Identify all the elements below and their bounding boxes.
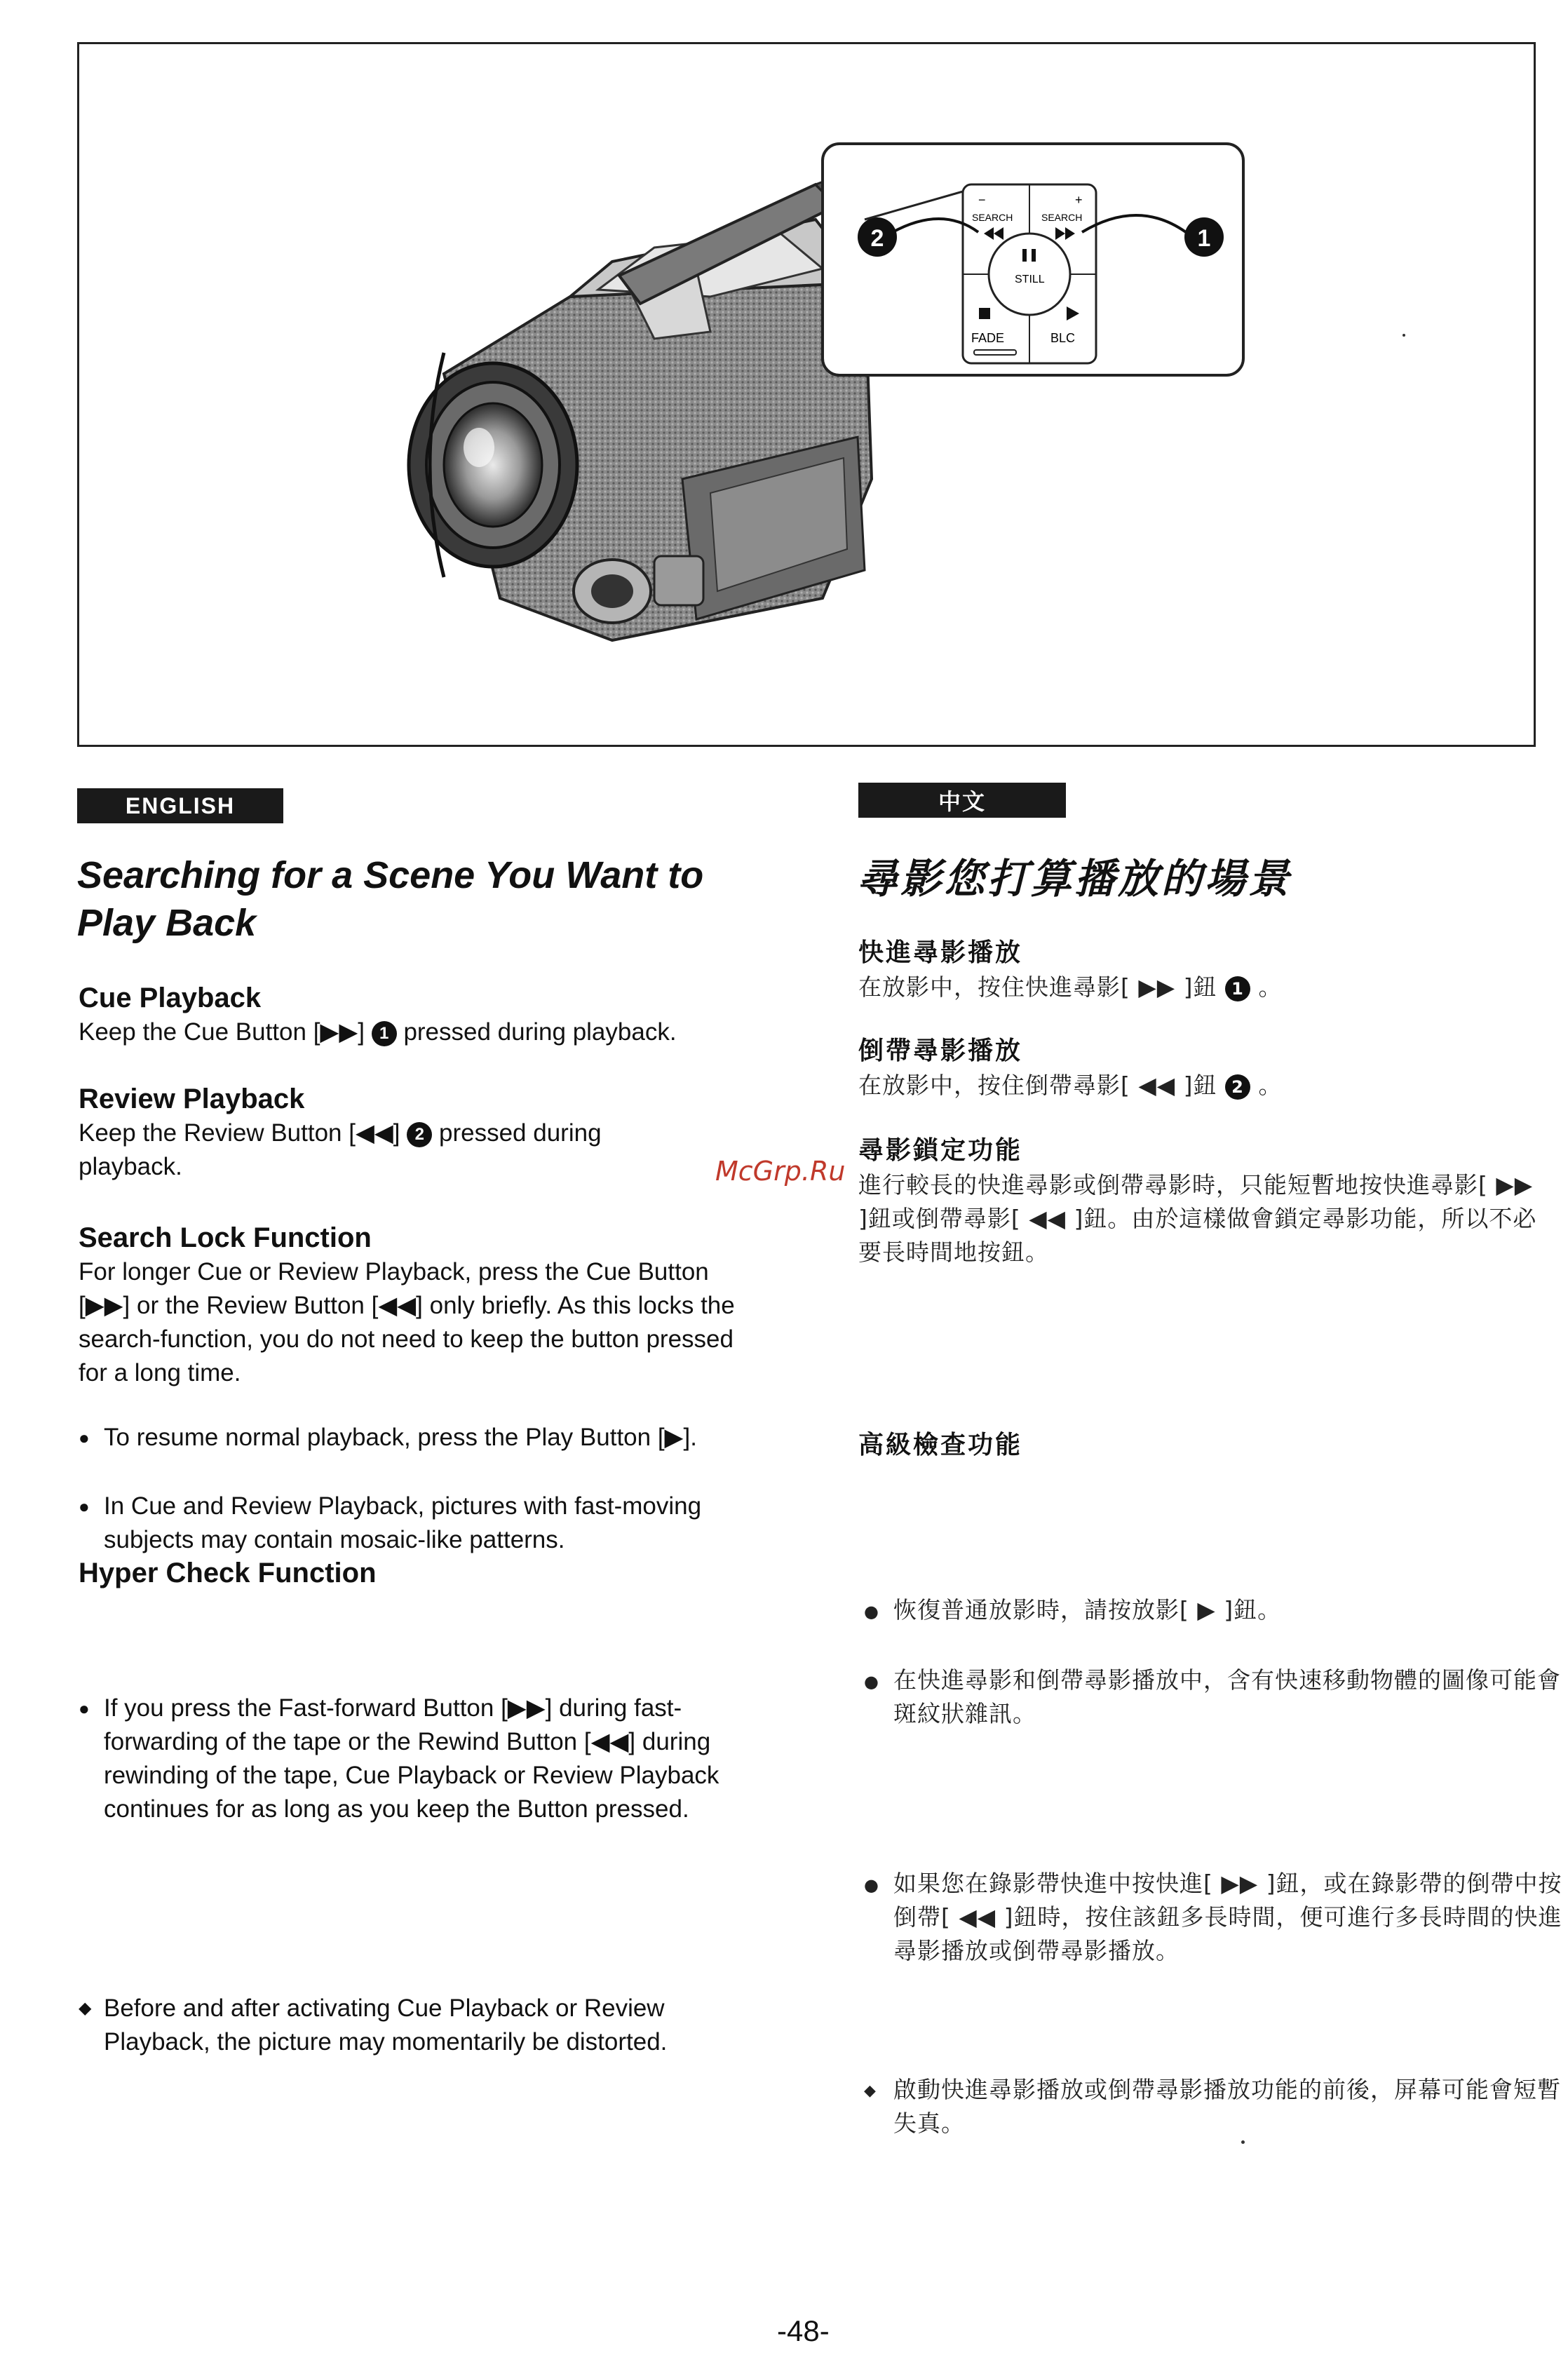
fade-label: FADE (971, 331, 1005, 345)
search-lock-text: For longer Cue or Review Playback, press the Cue Button [▶▶] or the Review Button [◀◀] only briefly. As this locks the search-function, you do not need to keep the button pressed for a long time. (79, 1258, 735, 1386)
minus-sign: − (978, 193, 986, 207)
english-tab: ENGLISH (77, 788, 283, 823)
scan-dot (1403, 334, 1405, 337)
callout-2-badge: 2 (407, 1122, 432, 1147)
search-rew-label: SEARCH (972, 212, 1013, 223)
zh-cue-text: 在放影中，按住快進尋影[ ▶▶ ]鈕 1 。 (858, 973, 1283, 1001)
zh-hyper-bullet: ● 如果您在錄影帶快進中按快進[ ▶▶ ]鈕，或在錄影帶的倒帶中按倒帶[ ◀◀ ]鈕時，按住該鈕多長時間，便可進行多長時間的快進尋影播放或倒帶尋影播放。 (858, 1867, 1568, 1968)
blc-label: BLC (1050, 331, 1076, 345)
callout-1-badge: 1 (372, 1021, 397, 1046)
watermark: McGrp.Ru (715, 1156, 846, 1187)
zh-review-text: 在放影中，按住倒帶尋影[ ◀◀ ]鈕 2 。 (858, 1072, 1283, 1099)
chinese-title: 尋影您打算播放的場景 (857, 855, 1292, 903)
zh-note-item: ● 在快進尋影和倒帶尋影播放中，含有快速移動物體的圖像可能會斑紋狀雜訊。 (858, 1663, 1568, 1731)
callout-1-badge: 1 (1225, 976, 1250, 1001)
cue-playback-text: Keep the Cue Button [▶▶] 1 pressed during playback. (79, 1018, 677, 1046)
hyper-bullet: ◆ Before and after activating Cue Playback or Review Playback, the picture may momentarily be distorted. (79, 1992, 777, 2059)
search-ff-label: SEARCH (1041, 212, 1083, 223)
zh-search-lock-heading: 尋影鎖定功能 (858, 1136, 1023, 1165)
camcorder-body (409, 163, 879, 640)
cue-playback-heading: Cue Playback (79, 983, 262, 1013)
plus-sign: + (1075, 193, 1083, 207)
zh-search-lock-text: 進行較長的快進尋影或倒帶尋影時，只能短暫地按快進尋影[ ▶▶ ]鈕或倒帶尋影[ ◀◀ ]鈕。由於這樣做會鎖定尋影功能，所以不必要長時間地按鈕。 (858, 1171, 1537, 1266)
camcorder-figure (77, 42, 1536, 747)
note-item: ● To resume normal playback, press the Play Button [▶]. (79, 1421, 777, 1455)
english-title: Searching for a Scene You Want to Play Back (77, 854, 704, 944)
pause-icon (1022, 249, 1027, 262)
chinese-tab: 中文 (858, 783, 1066, 818)
zh-hyper-bullet: ◆ 啟動快進尋影播放或倒帶尋影播放功能的前後，屏幕可能會短暫失真。 (858, 2073, 1568, 2140)
zh-note-item: ● 恢復普通放影時，請按放影[ ▶ ]鈕。 (858, 1593, 1568, 1627)
scan-dot (1241, 2140, 1245, 2144)
callout-2-badge: 2 (1225, 1074, 1250, 1100)
camcorder-illustration (79, 44, 1538, 749)
review-playback-heading: Review Playback (79, 1084, 305, 1114)
still-label: STILL (1015, 274, 1045, 285)
note-item: ● In Cue and Review Playback, pictures with fast-moving subjects may contain mosaic-like patterns. (79, 1490, 777, 1557)
hyper-check-heading: Hyper Check Function (79, 1558, 377, 1588)
hyper-bullet: ● If you press the Fast-forward Button [▶▶] during fast-forwarding of the tape or the Rewind Button [◀◀] during rewinding of the tape, Cue Playback or Review Playback continues for as long as you keep the Button pressed. (79, 1692, 777, 1826)
search-lock-heading: Search Lock Function (79, 1222, 372, 1253)
zh-cue-heading: 快進尋影播放 (858, 938, 1023, 967)
page-number: -48- (777, 2314, 830, 2347)
callout-2-text: 2 (870, 225, 884, 252)
callout-1-text: 1 (1197, 225, 1211, 252)
button-panel (963, 184, 1096, 363)
stop-icon (979, 308, 990, 319)
review-playback-text: Keep the Review Button [◀◀] 2 pressed during playback. (79, 1119, 602, 1180)
zh-hyper-heading: 高級檢查功能 (858, 1431, 1023, 1459)
zh-review-heading: 倒帶尋影播放 (858, 1037, 1023, 1065)
